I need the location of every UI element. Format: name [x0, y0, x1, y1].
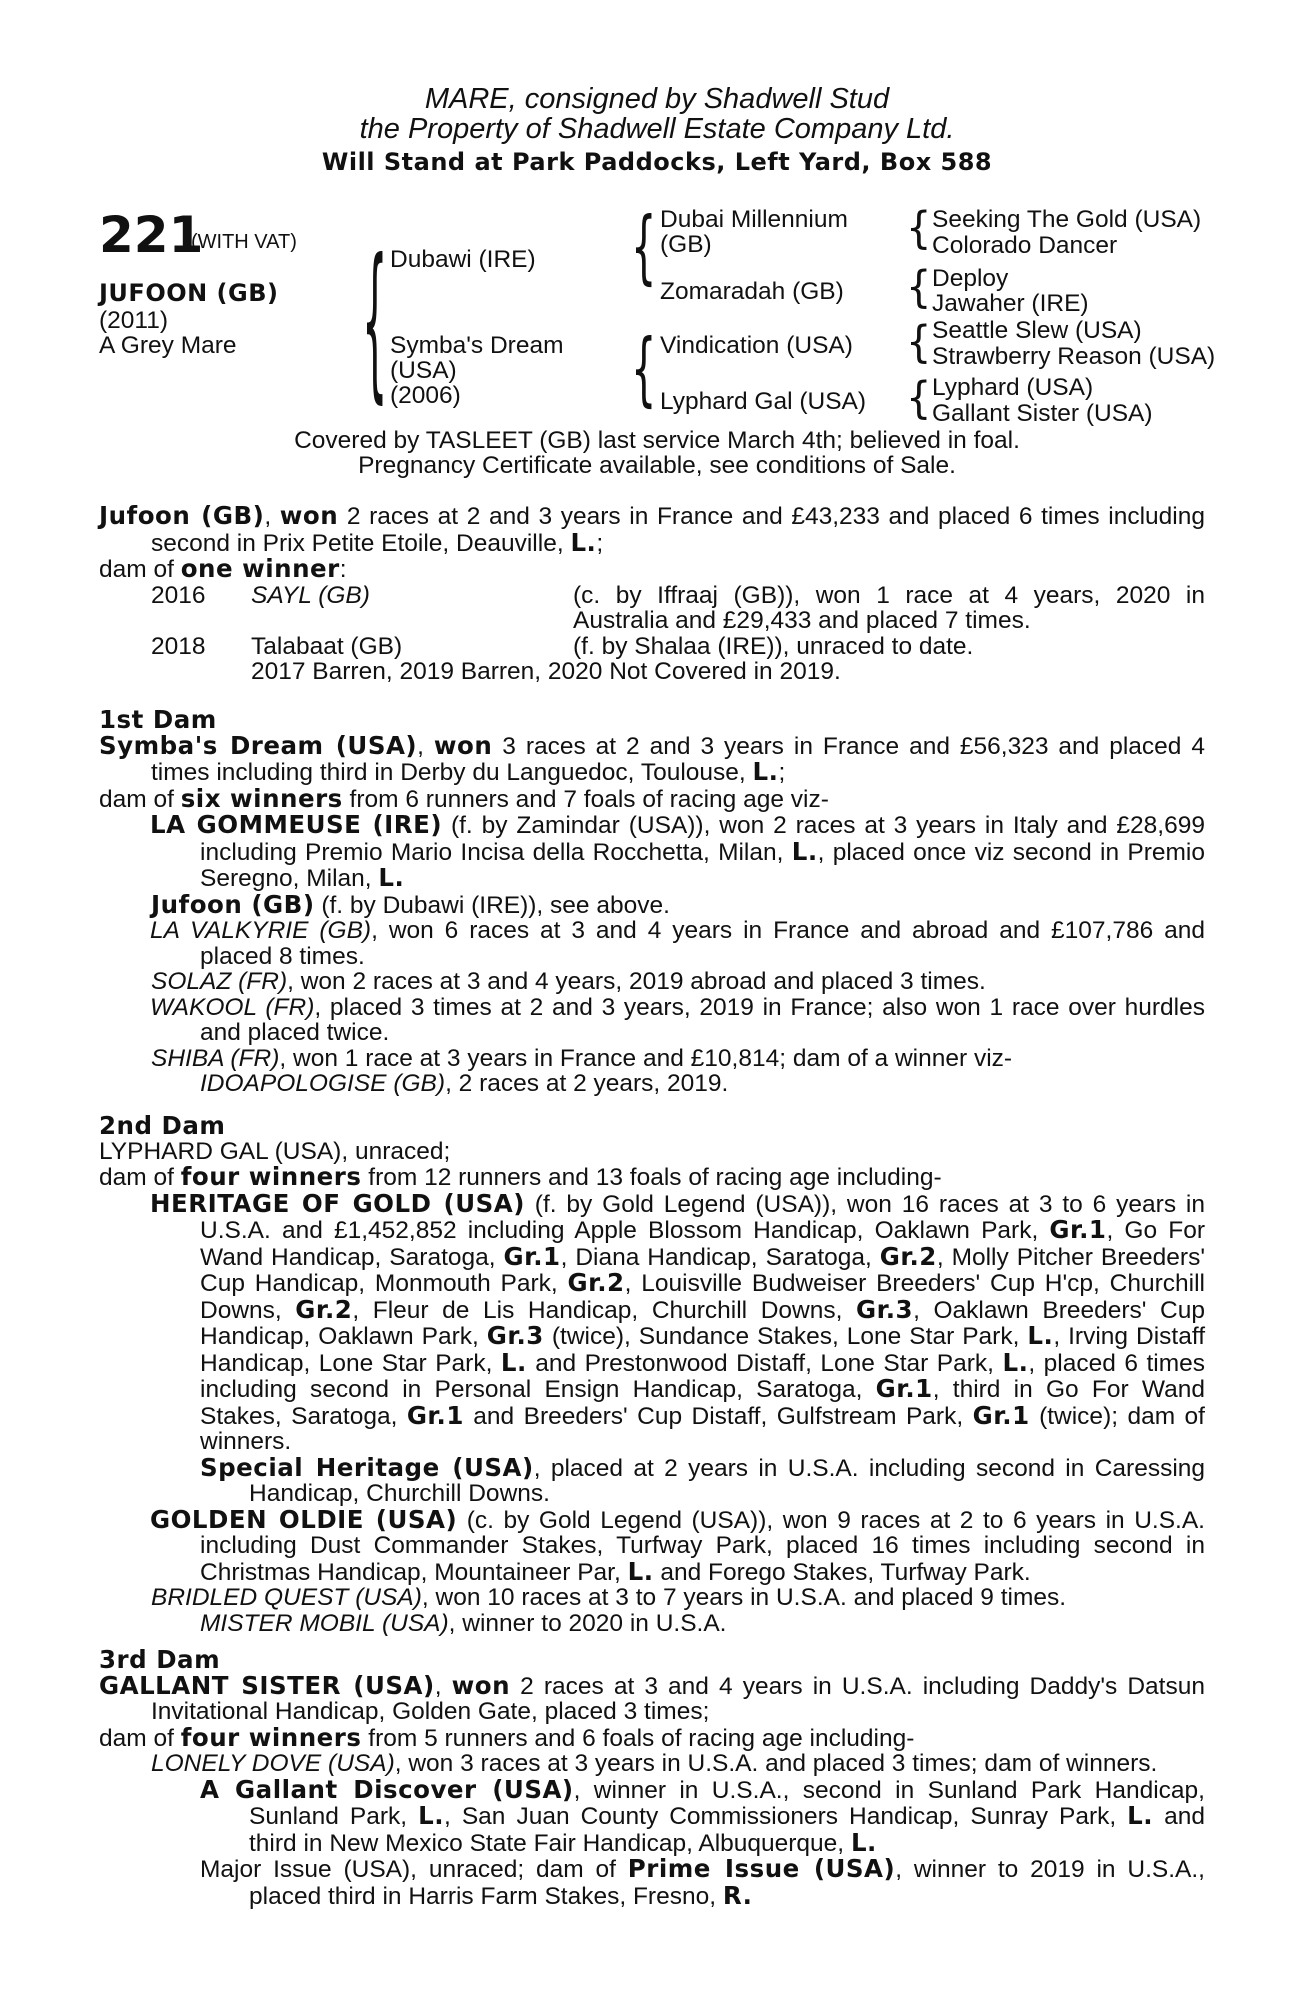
header-location: Will Stand at Park Paddocks, Left Yard, Box 588: [321, 148, 993, 176]
produce-name: BRIDLED QUEST (USA): [151, 1584, 422, 1611]
produce-text: , San Juan County Commissioners Handicap, Sunray Park,: [444, 1803, 1128, 1830]
pedigree-sss: Seeking The Gold (USA): [932, 206, 1202, 233]
progeny-name: SAYL (GB): [251, 581, 370, 609]
progeny-year: 2018: [151, 632, 206, 660]
produce-text: , winner to 2020 in U.S.A.: [448, 1609, 727, 1637]
pedigree-dsd: Strawberry Reason (USA): [932, 343, 1216, 370]
produce-text: and third in New Mexico State Fair Handicap, Albuquerque,: [249, 1803, 1205, 1857]
produce-name: LONELY DOVE (USA): [151, 1750, 395, 1777]
pedigree-sire-sire-2: (GB): [660, 231, 712, 258]
header-line-1: MARE, consigned by Shadwell Stud: [424, 83, 890, 115]
listed-marker: L.: [1002, 1347, 1029, 1377]
winners-count: one winner: [180, 554, 340, 583]
produce-text: , Go For Wand Handicap, Saratoga,: [200, 1217, 1206, 1271]
third-dam-heading: 3rd Dam: [99, 1645, 221, 1674]
pedigree-brace-7: {: [906, 372, 932, 424]
pedigree-brace-5: {: [906, 261, 932, 313]
produce-name: A Gallant Discover (USA): [200, 1774, 574, 1804]
horse-name: JUFOON (GB): [99, 279, 279, 307]
listed-marker: L.: [1127, 1801, 1154, 1830]
pedigree-dam-sire: Vindication (USA): [660, 332, 853, 359]
produce-text: , winner in U.S.A., second in Sunland Park Handicap, Sunland Park,: [249, 1776, 1205, 1830]
produce-name: HERITAGE OF GOLD (USA): [150, 1188, 525, 1218]
pedigree-dam-dam: Lyphard Gal (USA): [660, 388, 867, 415]
vat-note: (WITH VAT): [191, 231, 297, 253]
produce-name: MISTER MOBIL (USA): [200, 1609, 449, 1637]
second-dam-line: LYPHARD GAL (USA), unraced;: [99, 1137, 451, 1165]
produce-text: , placed once viz second in Premio Seregno, Milan,: [200, 838, 1205, 892]
grade-marker: Gr.3: [486, 1321, 544, 1350]
lot-number: 221: [99, 206, 204, 264]
produce-text: , won 3 races at 3 years in U.S.A. and placed 3 times; dam of winners.: [394, 1750, 1158, 1777]
pedigree-sds: Deploy: [932, 265, 1009, 292]
pedigree-dam-line3: (2006): [390, 382, 461, 409]
listed-marker: L.: [1027, 1321, 1054, 1350]
pedigree-ssd: Colorado Dancer: [932, 232, 1118, 259]
second-dam-heading: 2nd Dam: [99, 1111, 226, 1140]
horse-record: Jufoon (GB), won 2 races at 2 and 3 years in France and £43,233 and placed 6 times including second in Prix Petite Etoile, Deauville, L.; dam of one winner: 2016 SAYL (GB) (c. by Iffraaj (GB)), won 1 race at 4 years, 2020 in Australia and £29,433 and placed 7 times. 2018 Talabaat (GB) (f. by Shalaa (IRE)), unraced to date. 2017 Barren, 2019 Barren, 2020 Not Covered in 2019.: [99, 501, 1205, 685]
grade-marker: Gr.3: [856, 1294, 914, 1324]
produce-text: and Prestonwood Distaff, Lone Star Park,: [526, 1349, 1003, 1377]
pedigree-dam-line2: (USA): [390, 357, 457, 384]
produce-text: , Diana Handicap, Saratoga,: [560, 1243, 880, 1271]
produce-text: , placed at 2 years in U.S.A. including second in Caressing Handicap, Churchill Downs.: [249, 1454, 1206, 1507]
pedigree-sire: Dubawi (IRE): [390, 246, 536, 273]
first-dam-text: 3 races at 2 and 3 years in France and £56,323 and placed 4 times including third in Derby du Languedoc, Toulouse,: [151, 732, 1205, 786]
produce-text: and Breeders' Cup Distaff, Gulfstream Park,: [463, 1402, 973, 1430]
first-dam-summary: from 6 runners and 7 foals of racing age viz-: [342, 785, 829, 813]
produce-text: , won 1 race at 3 years in France and £10,814; dam of a winner viz-: [279, 1044, 1013, 1072]
punct: ;: [778, 759, 786, 786]
grade-marker: Gr.1: [1049, 1215, 1107, 1244]
produce-text: , won 2 races at 3 and 4 years, 2019 abroad and placed 3 times.: [287, 968, 986, 995]
winners-count: four winners: [180, 1162, 362, 1191]
pedigree-dam-line1: Symba's Dream: [390, 332, 564, 359]
pedigree-ddd: Gallant Sister (USA): [932, 400, 1153, 427]
first-dam-heading: 1st Dam: [99, 705, 217, 734]
first-dam-section: 1st Dam Symba's Dream (USA), won 3 races at 2 and 3 years in France and £56,323 and placed 4 times including third in Derby du Languedoc, Toulouse, L.; dam of six winners from 6 runners and 7 foals of racing age viz- LA GOMMEUSE (IRE) (f. by Zamindar (USA)), won 2 races at 3 years in Italy and £28,699 including Premio Mario Incisa della Rocchetta, Milan, L., placed once viz second in Premio Seregno, Milan, L. Jufoon (GB) (f. by Dubawi (IRE)), see above. LA VALKYRIE (GB), won 6 races at 3 and 4 years in France and abroad and £107,786 and placed 8 times. SOLAZ (FR), won 2 races at 3 and 4 years, 2019 abroad and placed 3 times. WAKOOL (FR), placed 3 times at 2 and 3 years, 2019 in France; also won 1 race over hurdles and placed twice. SHIBA (FR), won 1 race at 3 years in France and £10,814; dam of a winner viz- IDOAPOLOGISE (GB), 2 races at 2 years, 2019.: [99, 705, 1205, 1097]
pedigree-sdd: Jawaher (IRE): [932, 290, 1089, 317]
produce-text: Major Issue (USA), unraced; dam of: [200, 1856, 628, 1883]
listed-marker: L.: [378, 863, 405, 892]
winners-count: four winners: [180, 1722, 362, 1752]
listed-marker: L.: [791, 836, 818, 866]
produce-name: Jufoon (GB): [151, 889, 315, 919]
won-label: won: [433, 730, 493, 760]
grade-marker: Gr.1: [875, 1374, 933, 1403]
horse-record-text: 2 races at 2 and 3 years in France and £43,233 and placed 6 times including second in Prix Petite Etoile, Deauville,: [151, 503, 1205, 557]
progeny-text: (c. by Iffraaj (GB)), won 1 race at 4 years, 2020 in Australia and £29,433 and placed 7 times.: [573, 581, 1205, 634]
listed-marker: L.: [627, 1556, 654, 1586]
produce-name: SOLAZ (FR): [151, 968, 288, 995]
third-dam-text: 2 races at 3 and 4 years in U.S.A. including Daddy's Datsun Invitational Handicap, Golden Gate, placed 3 times;: [151, 1672, 1205, 1725]
dam-of-label: dam of: [99, 556, 181, 583]
covered-note: Covered by TASLEET (GB) last service March 4th; believed in foal.: [294, 427, 1020, 454]
listed-marker: L.: [418, 1801, 445, 1830]
second-dam-summary: from 12 runners and 13 foals of racing age including-: [361, 1164, 942, 1191]
grade-marker: Gr.2: [879, 1241, 937, 1271]
produce-name: IDOAPOLOGISE (GB): [200, 1070, 446, 1097]
grade-marker: Gr.1: [503, 1241, 561, 1271]
progeny-year: 2016: [151, 581, 206, 609]
produce-name: LA GOMMEUSE (IRE): [150, 810, 443, 839]
barren-note: 2017 Barren, 2019 Barren, 2020 Not Covered in 2019.: [251, 658, 841, 685]
dam-of-label: dam of: [99, 785, 181, 813]
produce-text: , won 10 races at 3 to 7 years in U.S.A. and placed 9 times.: [421, 1584, 1067, 1611]
progeny-row-1: [99, 583, 1205, 634]
progeny-name: Talabaat (GB): [251, 632, 403, 660]
produce-text: and Forego Stakes, Turfway Park.: [653, 1558, 1031, 1586]
produce-text: (f. by Dubawi (IRE)), see above.: [314, 891, 670, 919]
pedigree-brace-4: {: [906, 202, 932, 254]
progeny-text: (f. by Shalaa (IRE)), unraced to date.: [573, 632, 974, 660]
pedigree-dss: Seattle Slew (USA): [932, 317, 1142, 344]
won-label: won: [451, 1670, 511, 1700]
listed-marker: L.: [752, 757, 779, 786]
produce-text: , winner to 2019 in U.S.A., placed third in Harris Farm Stakes, Fresno,: [249, 1856, 1205, 1910]
produce-text: , Fleur de Lis Handicap, Churchill Downs,: [352, 1296, 856, 1324]
punct: ;: [596, 529, 604, 557]
won-label: won: [279, 501, 339, 530]
produce-text: , won 6 races at 3 and 4 years in France and abroad and £107,786 and placed 8 times.: [200, 917, 1205, 970]
produce-name: Prime Issue (USA): [627, 1854, 896, 1883]
pedigree-sire-sire-1: Dubai Millennium: [660, 206, 848, 233]
winners-count: six winners: [180, 783, 343, 813]
horse-record-name: Jufoon (GB): [99, 501, 265, 530]
produce-text: (f. by Zamindar (USA)), won 2 races at 3 years in Italy and £28,699 including Premio Mario Incisa della Rocchetta, Milan,: [200, 812, 1205, 866]
progeny-row-2: [99, 634, 1205, 660]
produce-text: , Louisville Budweiser Breeders' Cup H'cp, Churchill Downs,: [200, 1270, 1205, 1324]
pedigree-dds: Lyphard (USA): [932, 374, 1094, 401]
produce-name: LA VALKYRIE (GB): [150, 917, 372, 944]
header-line-2: the Property of Shadwell Estate Company Ltd.: [359, 113, 955, 145]
produce-name: WAKOOL (FR): [150, 993, 315, 1021]
produce-text: , third in Go For Wand Stakes, Saratoga,: [200, 1376, 1205, 1430]
produce-text: , Irving Distaff Handicap, Lone Star Park,: [200, 1323, 1205, 1377]
produce-name: GOLDEN OLDIE (USA): [150, 1504, 458, 1534]
third-dam-summary: from 5 runners and 6 foals of racing age including-: [361, 1724, 915, 1752]
produce-text: (f. by Gold Legend (USA)), won 16 races at 3 to 6 years in U.S.A. and £1,452,852 including Apple Blossom Handicap, Oaklawn Park,: [200, 1190, 1205, 1244]
dam-of-label: dam of: [99, 1164, 181, 1191]
listed-marker: L.: [500, 1347, 527, 1377]
produce-text: , placed 6 times including second in Personal Ensign Handicap, Saratoga,: [200, 1349, 1205, 1403]
foaling-year: (2011): [99, 307, 169, 334]
dam-of-label: dam of: [99, 1724, 181, 1752]
grade-marker: Gr.2: [567, 1268, 625, 1297]
produce-name: Special Heritage (USA): [200, 1452, 534, 1482]
produce-text: , Oaklawn Breeders' Cup Handicap, Oaklawn Park,: [200, 1296, 1205, 1350]
punct: :: [339, 556, 347, 583]
pedigree-brace-2: {: [631, 202, 657, 294]
produce-text: (twice), Sundance Stakes, Lone Star Park,: [543, 1323, 1028, 1350]
pedigree-brace-6: {: [906, 316, 932, 368]
produce-name: SHIBA (FR): [151, 1044, 280, 1072]
pedigree-sire-dam: Zomaradah (GB): [660, 278, 844, 305]
grade-marker: Gr.1: [406, 1400, 464, 1430]
listed-marker: L.: [850, 1827, 877, 1857]
grade-marker: Gr.1: [972, 1400, 1030, 1430]
produce-text: , 2 races at 2 years, 2019.: [445, 1070, 729, 1097]
restricted-marker: R.: [722, 1880, 753, 1910]
listed-marker: L.: [570, 527, 597, 557]
produce-text: , placed 3 times at 2 and 3 years, 2019 in France; also won 1 race over hurdles and placed twice.: [200, 993, 1205, 1046]
pedigree-brace-3: {: [631, 324, 657, 416]
grade-marker: Gr.2: [295, 1294, 353, 1324]
produce-text: (twice); dam of winners.: [200, 1402, 1205, 1455]
pregnancy-note: Pregnancy Certificate available, see conditions of Sale.: [358, 452, 956, 479]
third-dam-name: GALLANT SISTER (USA): [99, 1670, 435, 1700]
pedigree-brace-1: {: [362, 227, 388, 421]
horse-description: A Grey Mare: [99, 332, 237, 359]
produce-text: , Molly Pitcher Breeders' Cup Handicap, Monmouth Park,: [200, 1243, 1205, 1297]
first-dam-name: Symba's Dream (USA): [99, 730, 418, 760]
produce-text: (c. by Gold Legend (USA)), won 9 races at 2 to 6 years in U.S.A. including Dust Commander Stakes, Turfway Park, placed 16 times including second in Christmas Handicap, Mountaineer Par,: [200, 1506, 1205, 1586]
third-dam-section: 3rd Dam GALLANT SISTER (USA), won 2 races at 3 and 4 years in U.S.A. including Daddy's Datsun Invitational Handicap, Golden Gate, placed 3 times; dam of four winners from 5 runners and 6 foals of racing age including- LONELY DOVE (USA), won 3 races at 3 years in U.S.A. and placed 3 times; dam of winners. A Gallant Discover (USA), winner in U.S.A., second in Sunland Park Handicap, Sunland Park, L., San Juan County Commissioners Handicap, Sunray Park, L. and third in New Mexico State Fair Handicap, Albuquerque, L. Major Issue (USA), unraced; dam of Prime Issue (USA), winner to 2019 in U.S.A., placed third in Harris Farm Stakes, Fresno, R.: [99, 1645, 1205, 1910]
second-dam-section: [99, 1113, 1205, 1636]
